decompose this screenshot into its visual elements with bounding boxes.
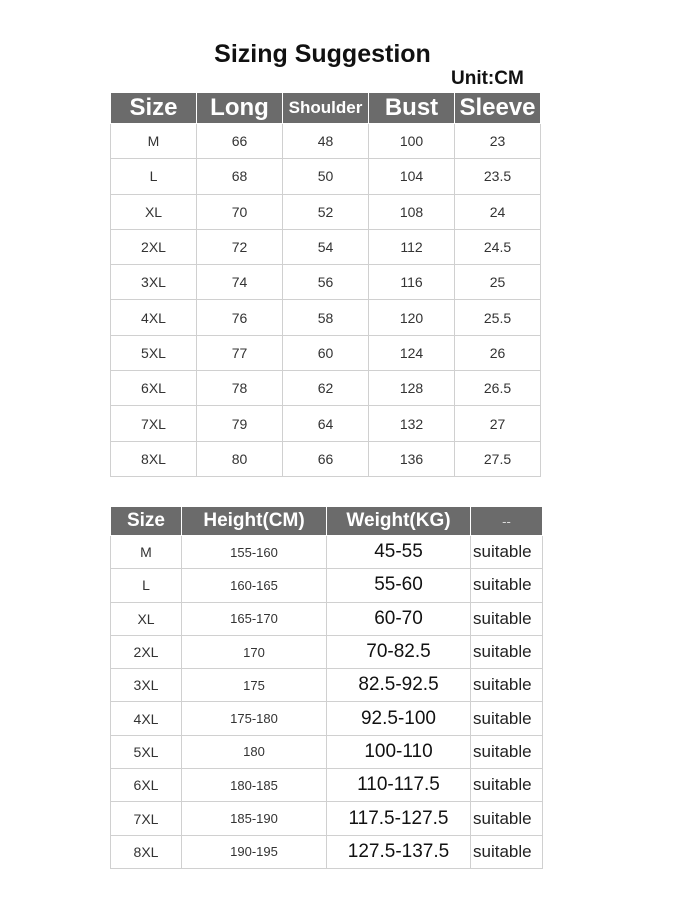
cell-long: 79 [197, 406, 283, 441]
measurement-header-row [111, 93, 541, 124]
cell-bust: 116 [369, 265, 455, 300]
cell-height: 165-170 [182, 602, 327, 635]
cell-bust: 112 [369, 229, 455, 264]
fit-guide-table [110, 506, 543, 869]
cell-shoulder: 56 [283, 265, 369, 300]
cell-size: XL [111, 194, 197, 229]
cell-weight: 100-110 [327, 735, 471, 768]
cell-size: 2XL [111, 635, 182, 668]
cell-bust: 108 [369, 194, 455, 229]
table-row [111, 602, 543, 635]
table-row [111, 335, 541, 370]
cell-size: 7XL [111, 802, 182, 835]
table-row [111, 300, 541, 335]
header-weight: Weight(KG) [327, 507, 471, 536]
cell-long: 76 [197, 300, 283, 335]
cell-suitable: suitable [471, 802, 543, 835]
header-long: Long [197, 93, 283, 124]
cell-weight: 45-55 [327, 536, 471, 569]
cell-height: 180-185 [182, 769, 327, 802]
cell-size: 3XL [111, 669, 182, 702]
cell-weight: 117.5-127.5 [327, 802, 471, 835]
cell-weight: 110-117.5 [327, 769, 471, 802]
cell-sleeve: 25.5 [455, 300, 541, 335]
unit-label: Unit:CM [451, 68, 524, 89]
cell-bust: 100 [369, 124, 455, 159]
fit-guide-header-row [111, 507, 543, 536]
cell-size: 7XL [111, 406, 197, 441]
cell-size: L [111, 159, 197, 194]
cell-suitable: suitable [471, 602, 543, 635]
cell-long: 70 [197, 194, 283, 229]
cell-shoulder: 66 [283, 441, 369, 476]
header-dash: -- [471, 507, 543, 536]
cell-weight: 82.5-92.5 [327, 669, 471, 702]
cell-size: 5XL [111, 735, 182, 768]
cell-sleeve: 27 [455, 406, 541, 441]
cell-size: 6XL [111, 371, 197, 406]
cell-height: 175 [182, 669, 327, 702]
cell-long: 68 [197, 159, 283, 194]
cell-height: 155-160 [182, 536, 327, 569]
table-row [111, 769, 543, 802]
cell-suitable: suitable [471, 735, 543, 768]
cell-height: 160-165 [182, 569, 327, 602]
cell-weight: 55-60 [327, 569, 471, 602]
cell-shoulder: 60 [283, 335, 369, 370]
cell-size: 8XL [111, 441, 197, 476]
cell-sleeve: 26 [455, 335, 541, 370]
cell-sleeve: 23 [455, 124, 541, 159]
table-row [111, 194, 541, 229]
cell-size: 8XL [111, 835, 182, 868]
cell-size: 4XL [111, 702, 182, 735]
cell-size: M [111, 536, 182, 569]
table-row [111, 371, 541, 406]
cell-sleeve: 26.5 [455, 371, 541, 406]
cell-weight: 70-82.5 [327, 635, 471, 668]
table-row [111, 229, 541, 264]
table-row [111, 802, 543, 835]
cell-sleeve: 25 [455, 265, 541, 300]
cell-size: 3XL [111, 265, 197, 300]
cell-size: 6XL [111, 769, 182, 802]
table-row [111, 265, 541, 300]
header-shoulder: Shoulder [283, 93, 369, 124]
table-row [111, 124, 541, 159]
cell-height: 190-195 [182, 835, 327, 868]
cell-bust: 136 [369, 441, 455, 476]
cell-height: 170 [182, 635, 327, 668]
header-size: Size [111, 507, 182, 536]
measurement-table [110, 92, 541, 477]
cell-size: M [111, 124, 197, 159]
cell-long: 78 [197, 371, 283, 406]
cell-suitable: suitable [471, 669, 543, 702]
cell-long: 80 [197, 441, 283, 476]
header-sleeve: Sleeve [455, 93, 541, 124]
page-title: Sizing Suggestion [214, 40, 431, 68]
header-bust: Bust [369, 93, 455, 124]
table-row [111, 406, 541, 441]
cell-shoulder: 48 [283, 124, 369, 159]
cell-weight: 92.5-100 [327, 702, 471, 735]
cell-shoulder: 54 [283, 229, 369, 264]
cell-size: L [111, 569, 182, 602]
cell-height: 180 [182, 735, 327, 768]
cell-long: 74 [197, 265, 283, 300]
cell-suitable: suitable [471, 769, 543, 802]
cell-size: XL [111, 602, 182, 635]
table-row [111, 159, 541, 194]
cell-height: 185-190 [182, 802, 327, 835]
cell-height: 175-180 [182, 702, 327, 735]
cell-long: 72 [197, 229, 283, 264]
cell-size: 4XL [111, 300, 197, 335]
cell-shoulder: 64 [283, 406, 369, 441]
cell-weight: 127.5-137.5 [327, 835, 471, 868]
cell-size: 2XL [111, 229, 197, 264]
table-row [111, 702, 543, 735]
cell-bust: 124 [369, 335, 455, 370]
table-row [111, 635, 543, 668]
table-row [111, 441, 541, 476]
cell-suitable: suitable [471, 835, 543, 868]
table-row [111, 735, 543, 768]
cell-sleeve: 27.5 [455, 441, 541, 476]
cell-long: 77 [197, 335, 283, 370]
cell-shoulder: 50 [283, 159, 369, 194]
cell-weight: 60-70 [327, 602, 471, 635]
cell-suitable: suitable [471, 702, 543, 735]
header-size: Size [111, 93, 197, 124]
cell-long: 66 [197, 124, 283, 159]
cell-shoulder: 58 [283, 300, 369, 335]
cell-bust: 132 [369, 406, 455, 441]
cell-size: 5XL [111, 335, 197, 370]
cell-bust: 104 [369, 159, 455, 194]
cell-bust: 128 [369, 371, 455, 406]
table-row [111, 536, 543, 569]
cell-suitable: suitable [471, 536, 543, 569]
cell-suitable: suitable [471, 635, 543, 668]
header-height: Height(CM) [182, 507, 327, 536]
cell-shoulder: 62 [283, 371, 369, 406]
cell-sleeve: 24 [455, 194, 541, 229]
table-row [111, 669, 543, 702]
cell-sleeve: 23.5 [455, 159, 541, 194]
cell-bust: 120 [369, 300, 455, 335]
table-row [111, 569, 543, 602]
table-row [111, 835, 543, 868]
cell-suitable: suitable [471, 569, 543, 602]
cell-shoulder: 52 [283, 194, 369, 229]
cell-sleeve: 24.5 [455, 229, 541, 264]
